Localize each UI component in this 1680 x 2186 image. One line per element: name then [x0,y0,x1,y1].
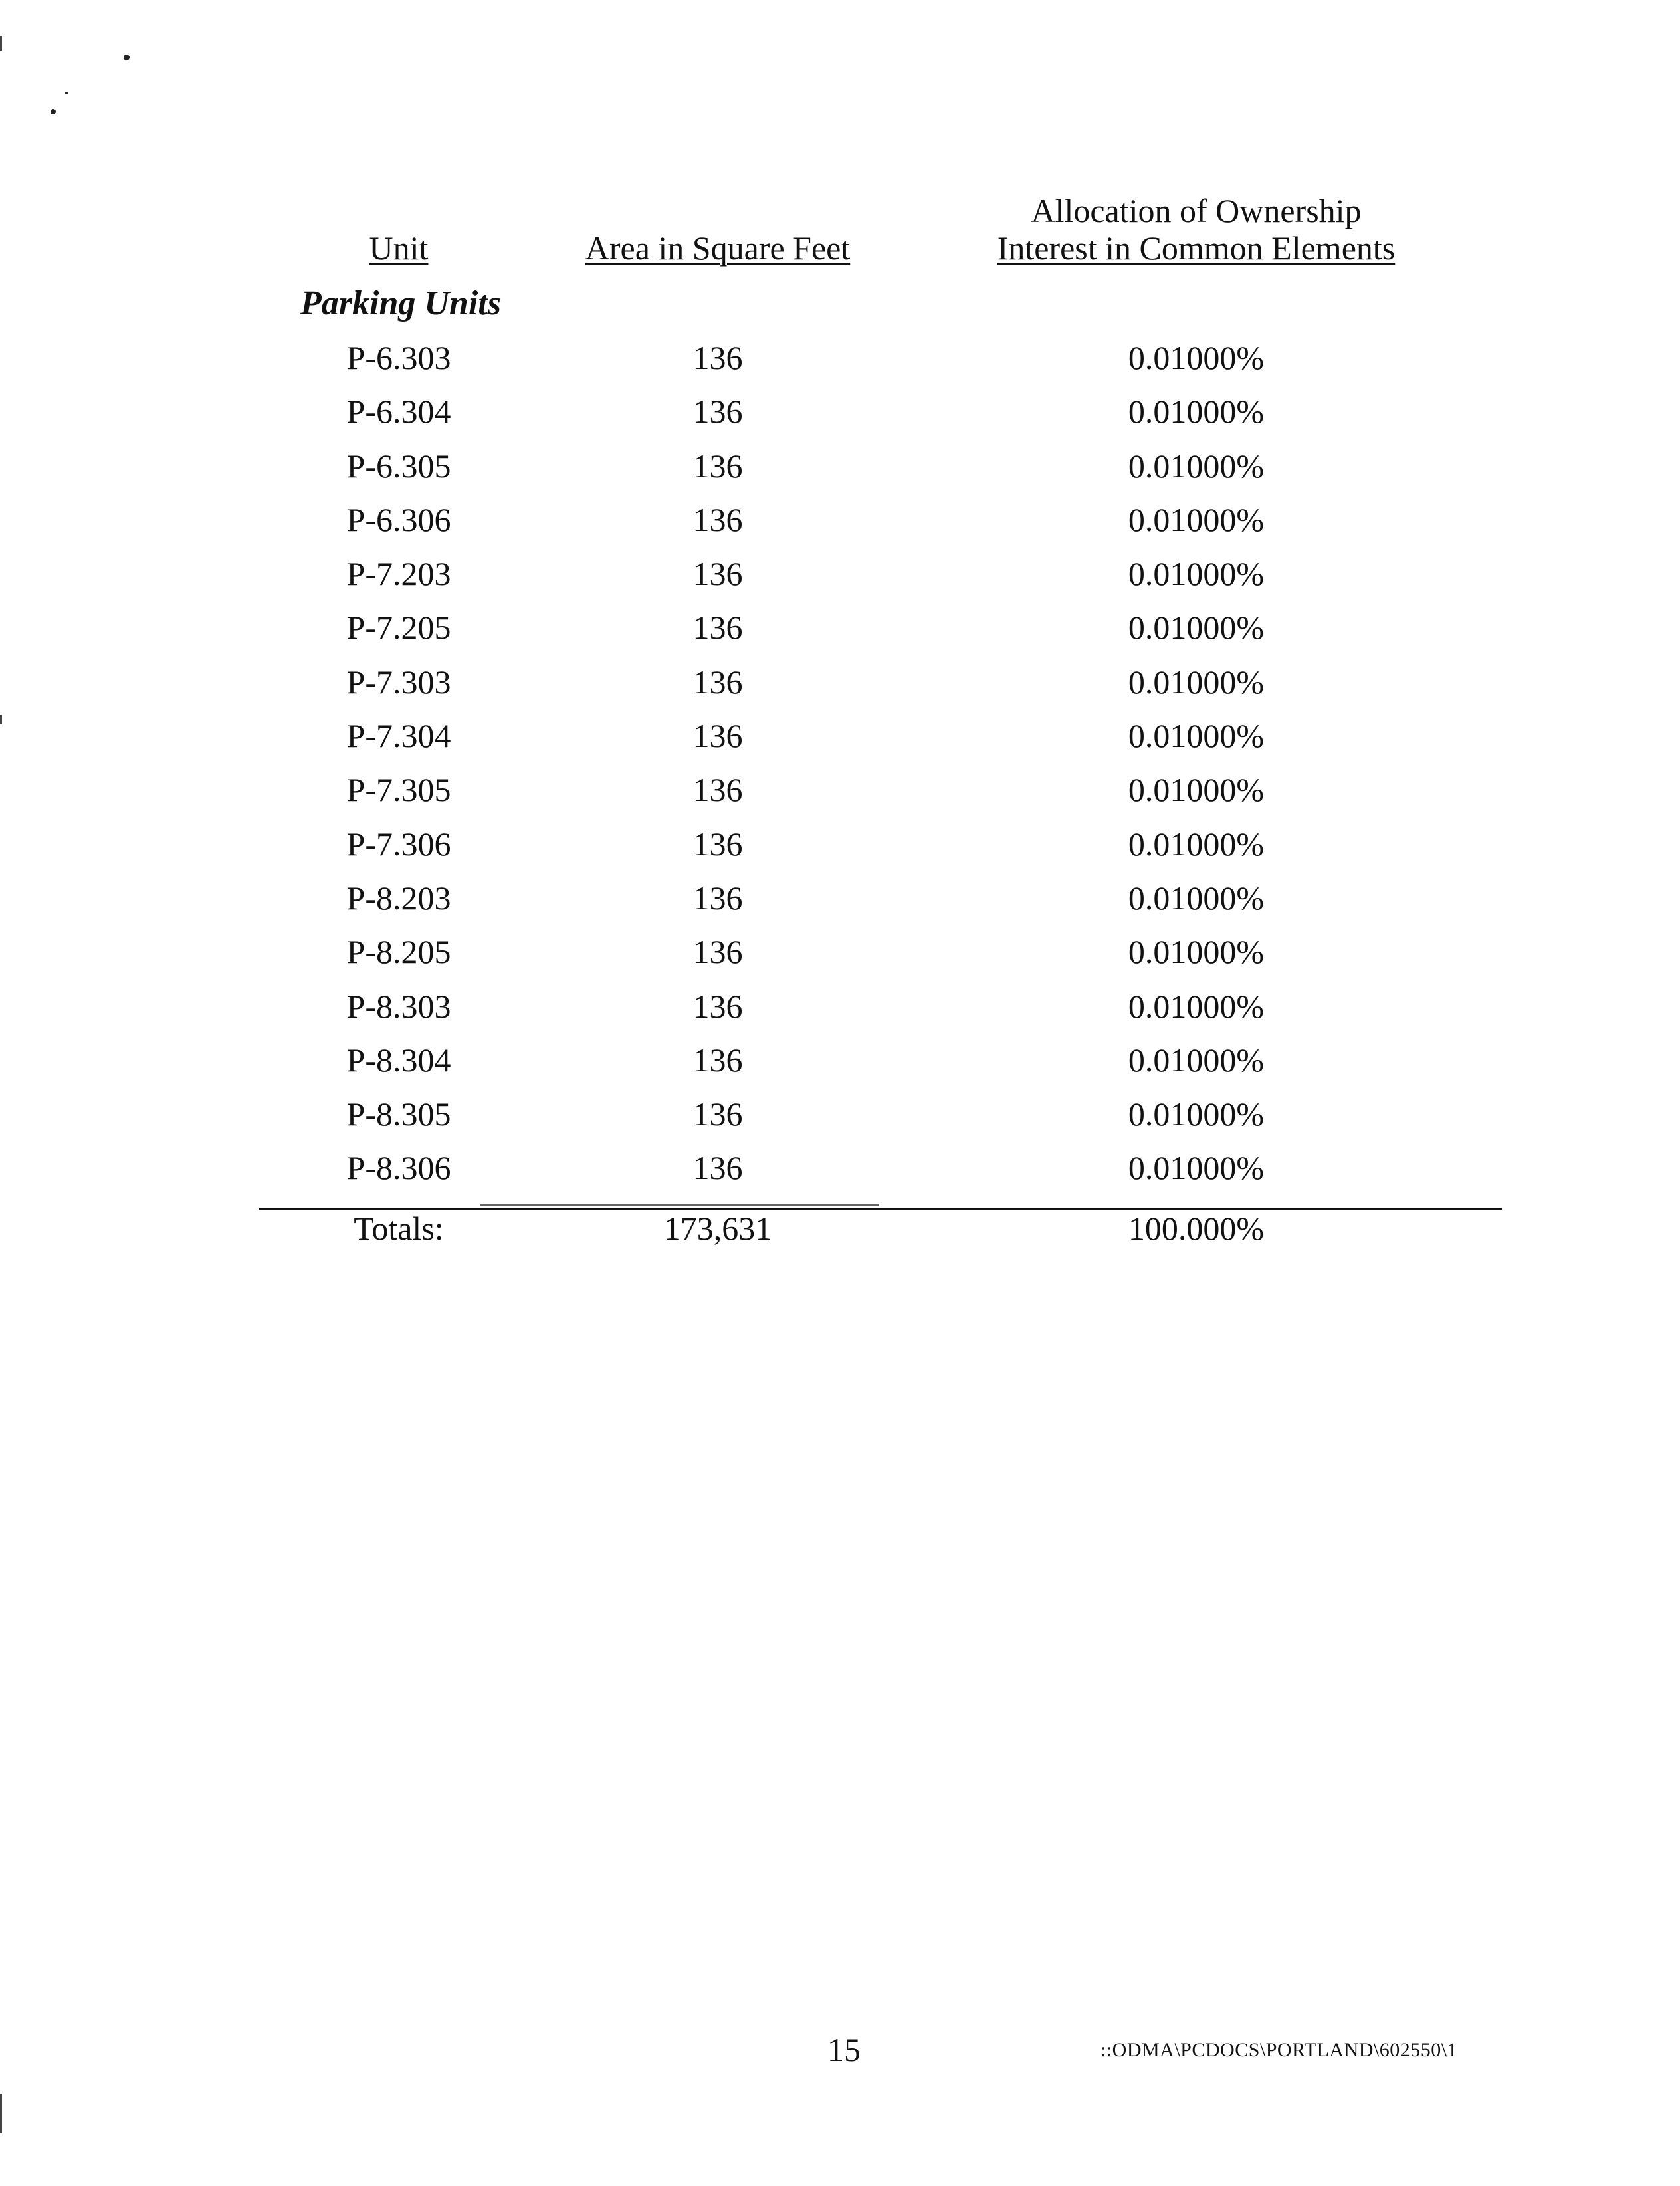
unit-cell: P-7.303 [346,663,451,701]
allocation-cell: 0.01000% [1128,555,1265,593]
area-cell: 136 [692,609,743,647]
totals-rule-shadow [480,1204,879,1206]
allocation-cell: 0.01000% [1128,1149,1265,1187]
page-number: 15 [827,2031,861,2068]
column-header-allocation-line2: Interest in Common Elements [997,229,1396,267]
unit-cell: P-7.304 [346,717,451,755]
unit-cell: P-8.303 [346,987,451,1025]
table-row [0,391,1680,445]
area-cell: 136 [692,663,743,701]
column-header-unit [359,229,439,267]
column-header-allocation-line1: Allocation of Ownership [1031,192,1362,229]
area-cell: 136 [692,1041,743,1079]
table-row [0,500,1680,554]
table-row [0,1148,1680,1202]
table-row [0,716,1680,770]
table-row [0,607,1680,661]
unit-cell: P-8.203 [346,879,451,917]
allocation-cell: 0.01000% [1128,879,1265,917]
unit-cell: P-7.306 [346,825,451,863]
scan-edge-mark [0,36,2,51]
area-cell: 136 [692,447,743,485]
table-row [0,824,1680,878]
allocation-cell: 0.01000% [1128,825,1265,863]
area-cell: 136 [692,500,743,538]
allocation-cell: 0.01000% [1128,1095,1265,1133]
scan-speck [124,55,130,60]
area-cell: 136 [692,339,743,376]
allocation-cell: 0.01000% [1128,500,1265,538]
totals-label: Totals: [354,1210,444,1247]
area-cell: 136 [692,825,743,863]
totals-area: 173,631 [663,1210,772,1247]
units-table-body [0,338,1680,1202]
allocation-cell: 0.01000% [1128,609,1265,647]
unit-cell: P-8.304 [346,1041,451,1079]
unit-cell: P-6.306 [346,500,451,538]
allocation-cell: 0.01000% [1128,663,1265,701]
area-cell: 136 [692,1149,743,1187]
table-row [0,770,1680,823]
allocation-cell: 0.01000% [1128,1041,1265,1079]
area-cell: 136 [692,987,743,1025]
table-row [0,1094,1680,1148]
unit-cell: P-6.304 [346,393,451,431]
allocation-cell: 0.01000% [1128,987,1265,1025]
column-header-area [572,229,864,267]
area-cell: 136 [692,933,743,971]
unit-cell: P-6.305 [346,447,451,485]
area-cell: 136 [692,771,743,809]
unit-cell: P-7.203 [346,555,451,593]
section-label-parking-units: Parking Units [300,284,501,322]
allocation-cell: 0.01000% [1128,393,1265,431]
area-cell: 136 [692,393,743,431]
unit-cell: P-6.303 [346,339,451,376]
scan-speck [65,92,68,94]
table-row [0,662,1680,716]
area-cell: 136 [692,879,743,917]
area-cell: 136 [692,1095,743,1133]
unit-cell: P-7.305 [346,771,451,809]
column-header-allocation [984,192,1409,267]
table-row [0,338,1680,391]
allocation-cell: 0.01000% [1128,933,1265,971]
table-row [0,878,1680,932]
unit-cell: P-7.205 [346,609,451,647]
scan-speck [51,109,56,114]
scan-edge-mark [0,2094,2,2133]
area-cell: 136 [692,717,743,755]
document-path: ::ODMA\PCDOCS\PORTLAND\602550\1 [1101,2039,1458,2061]
table-row [0,1040,1680,1094]
table-row [0,446,1680,500]
totals-allocation: 100.000% [1128,1210,1265,1247]
table-row [0,554,1680,607]
table-row [0,986,1680,1040]
unit-cell: P-8.306 [346,1149,451,1187]
allocation-cell: 0.01000% [1128,717,1265,755]
allocation-cell: 0.01000% [1128,339,1265,376]
allocation-cell: 0.01000% [1128,771,1265,809]
unit-cell: P-8.305 [346,1095,451,1133]
area-cell: 136 [692,555,743,593]
column-header-unit-text: Unit [369,229,429,267]
unit-cell: P-8.205 [346,933,451,971]
allocation-cell: 0.01000% [1128,447,1265,485]
table-row [0,932,1680,986]
column-header-area-text: Area in Square Feet [585,229,851,267]
